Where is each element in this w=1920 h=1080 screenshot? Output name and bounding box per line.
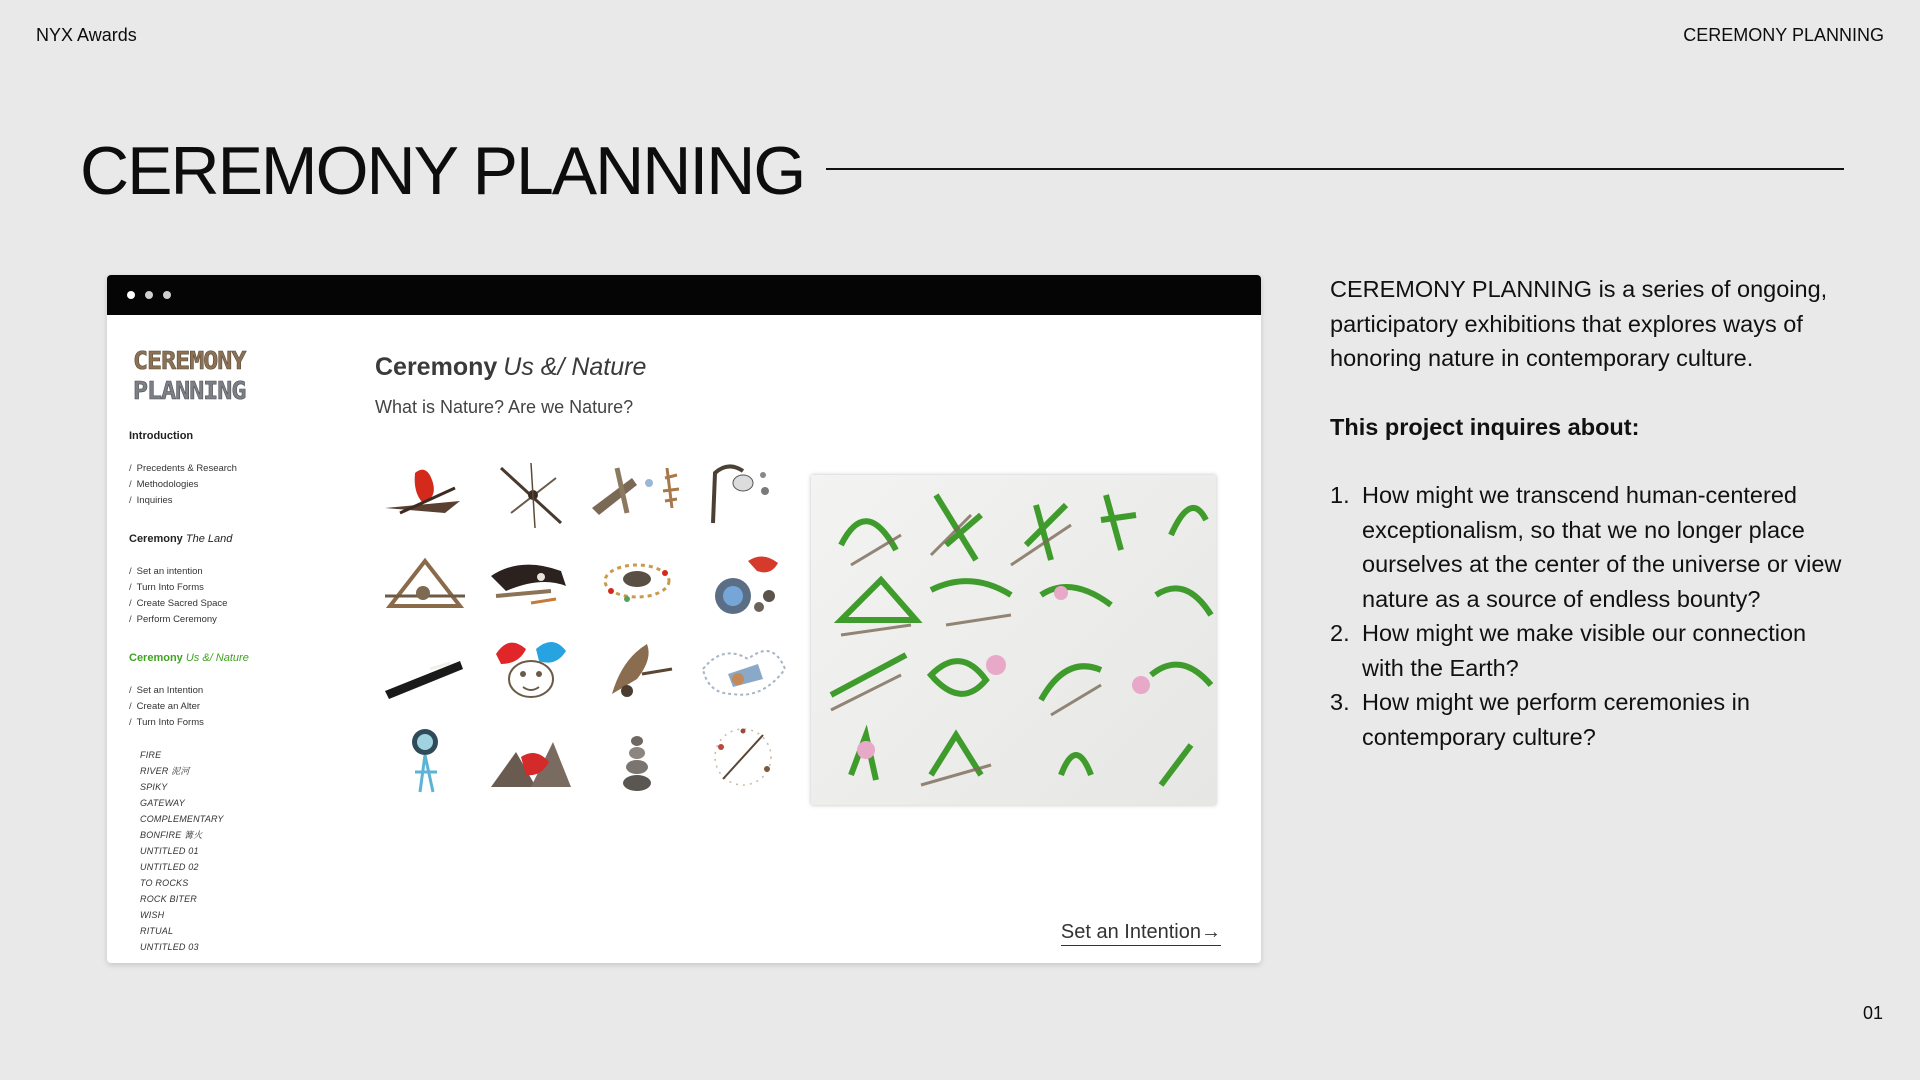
art-piece[interactable] (375, 453, 475, 533)
nav-heading-the-land[interactable]: Ceremony The Land (129, 533, 233, 545)
site-page-heading: Ceremony Us &/ Nature (375, 353, 647, 381)
nav-heading-us-nature[interactable]: Ceremony Us &/ Nature (129, 652, 249, 664)
inquiry-list (1330, 478, 1850, 754)
nav-item-set-intention[interactable]: / Set an intention (129, 564, 359, 580)
window-dot-icon (145, 291, 153, 299)
art-piece[interactable] (481, 629, 581, 709)
nav-heading-introduction[interactable]: Introduction (129, 430, 194, 442)
browser-mockup (107, 275, 1261, 963)
project-description (1330, 272, 1850, 754)
nav-item-create-alter[interactable]: / Create an Alter (129, 699, 359, 715)
nav-list-the-land (129, 564, 359, 628)
inquiry-item: 3. How might we perform ceremonies in contemporary culture? (1330, 689, 1750, 750)
nav-item-inquiries[interactable]: / Inquiries (129, 493, 359, 509)
form-item[interactable]: WISH (140, 910, 165, 920)
title-divider (826, 168, 1844, 170)
window-dot-icon (163, 291, 171, 299)
form-item[interactable]: ROCK BITER (140, 894, 198, 904)
window-dot-icon (127, 291, 135, 299)
form-item[interactable]: FIRE (140, 750, 162, 760)
inquiry-item: 1. How might we transcend human-centered exceptionalism, so that we no longer place ourselves at the center of the universe or view nature as a source of endless bounty? (1330, 482, 1842, 612)
logo-line-2: PLANNING (133, 376, 246, 405)
art-piece[interactable] (375, 717, 475, 797)
inquiry-heading: This project inquires about: (1330, 413, 1640, 440)
nav-item-create-sacred-space[interactable]: / Create Sacred Space (129, 596, 359, 612)
form-item[interactable]: COMPLEMENTARY (140, 814, 224, 824)
nav-list-us-nature (129, 683, 359, 731)
art-piece[interactable] (375, 629, 475, 709)
nav-item-turn-into-forms[interactable]: / Turn Into Forms (129, 580, 359, 596)
logo-line-1: CEREMONY (133, 346, 246, 375)
art-piece[interactable] (481, 453, 581, 533)
form-item[interactable]: UNTITLED 01 (140, 846, 199, 856)
art-piece[interactable] (693, 629, 793, 709)
form-item[interactable]: SPIKY (140, 782, 168, 792)
forms-list (129, 747, 359, 955)
art-piece[interactable] (481, 541, 581, 621)
site-sidebar-nav (129, 430, 359, 955)
brand-label: NYX Awards (36, 25, 137, 45)
nav-list-introduction (129, 461, 359, 509)
art-piece[interactable] (587, 629, 687, 709)
form-item[interactable]: RITUAL (140, 926, 174, 936)
site-logo[interactable] (131, 343, 297, 405)
inquiry-item: 2. How might we make visible our connection with the Earth? (1330, 620, 1807, 681)
nature-art-grid (375, 453, 793, 799)
description-intro: CEREMONY PLANNING is a series of ongoing, participatory exhibitions that explores ways of honoring nature in contemporary culture. (1330, 276, 1828, 371)
form-item[interactable]: GATEWAY (140, 798, 185, 808)
section-label: CEREMONY PLANNING (1683, 25, 1884, 45)
art-piece[interactable] (587, 717, 687, 797)
nav-item-perform-ceremony[interactable]: / Perform Ceremony (129, 612, 359, 628)
page-number: 01 (1862, 1003, 1883, 1023)
art-piece[interactable] (587, 453, 687, 533)
form-item[interactable]: TO ROCKS (140, 878, 189, 888)
form-item[interactable]: RIVER 泥河 (140, 766, 190, 776)
nav-item-turn-into-forms[interactable]: / Turn Into Forms (129, 715, 359, 731)
browser-titlebar (107, 275, 1261, 315)
form-item[interactable]: UNTITLED 03 (140, 942, 199, 952)
set-intention-link[interactable]: Set an Intention→ (1061, 921, 1221, 946)
nature-art-photo[interactable] (811, 475, 1216, 805)
form-item[interactable]: BONFIRE 篝火 (140, 830, 203, 840)
nav-item-methodologies[interactable]: / Methodologies (129, 477, 359, 493)
art-piece[interactable] (693, 541, 793, 621)
site-page-subheading: What is Nature? Are we Nature? (375, 397, 634, 417)
art-piece[interactable] (481, 717, 581, 797)
art-piece[interactable] (693, 717, 793, 797)
art-piece[interactable] (587, 541, 687, 621)
page-title: CEREMONY PLANNING (80, 133, 805, 209)
nav-item-set-intention[interactable]: / Set an Intention (129, 683, 359, 699)
form-item[interactable]: UNTITLED 02 (140, 862, 199, 872)
art-piece[interactable] (693, 453, 793, 533)
nav-item-precedents[interactable]: / Precedents & Research (129, 461, 359, 477)
art-piece[interactable] (375, 541, 475, 621)
